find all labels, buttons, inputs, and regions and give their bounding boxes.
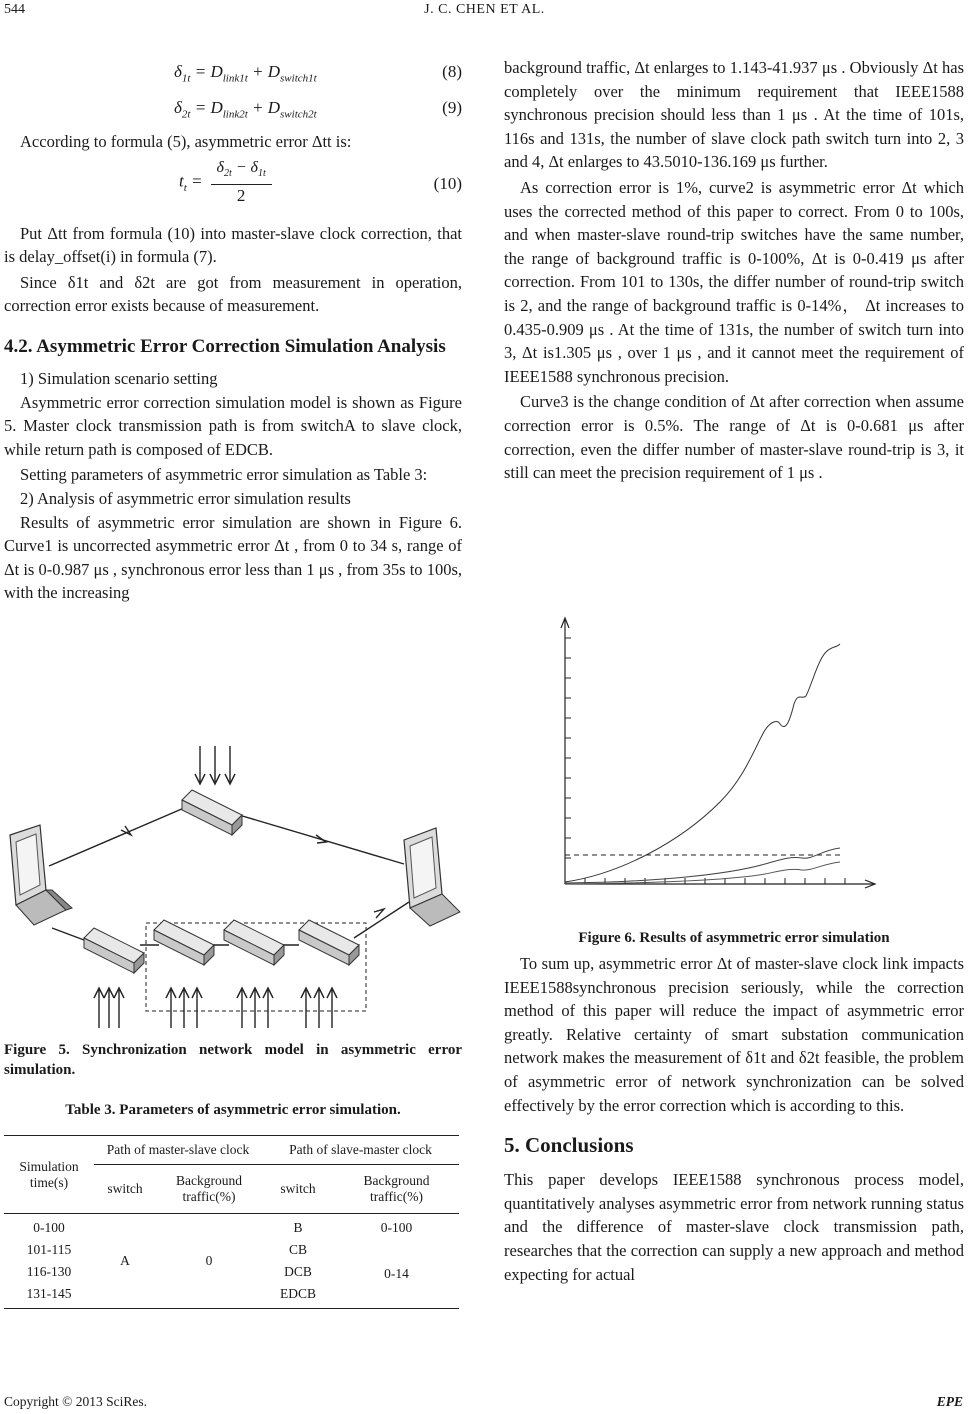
running-title: J. C. CHEN ET AL.: [424, 2, 545, 17]
page-header: [0, 0, 969, 24]
master-clock-computer-icon: [10, 825, 72, 925]
left-column: [4, 56, 462, 605]
switch-icon: [224, 920, 284, 965]
subheading: 1) Simulation scenario setting: [20, 368, 218, 388]
paragraph: Since δ1t and δ2t are got from measurement in operation, correction error exists because of measurement.: [4, 272, 462, 316]
header-background-traffic: Background traffic(%): [363, 1173, 430, 1204]
paragraph: Results of asymmetric error simulation are shown in Figure 6. Curve1 is uncorrected asymmetric error Δt , from 0 to 34 s, range of Δt is 0-0.987 μs , synchronous error less than 1 μs , from 35s to 100s, with the increasing: [4, 512, 462, 603]
header-simulation-time: Simulation time(s): [19, 1158, 79, 1190]
switch-icon: [299, 920, 359, 965]
paragraph: background traffic, Δt enlarges to 1.143-41.937 μs . Obviously Δt has completely over the minimum requirement that IEEE1588 synchronous precision should less than 1 μs . At the time of 101s, 116s and 131s, the number of slave clock path switch turn into 2, 3 and 4, Δt enlarges to 43.5010-136.169 μs further.: [504, 58, 964, 172]
paragraph: Put Δtt from formula (10) into master-slave clock correction, that is delay_offset(i) in formula (7).: [4, 223, 462, 267]
table-row: 131-145 EDCB: [4, 1283, 459, 1309]
figure-6-caption: Figure 6. Results of asymmetric error simulation: [578, 930, 890, 946]
paragraph: Curve3 is the change condition of Δt after correction when assume correction error is 0.5%. The range of Δt is 0-0.681 μs after correction, even the differ number of master-slave round-trip is 3, it still can meet the precision requirement of 1 μs .: [504, 392, 964, 483]
figure-6-chart: [540, 612, 880, 897]
table-3: [4, 1135, 459, 1309]
figure-5-caption: Figure 5. Synchronization network model in asymmetric error simulation.: [4, 1042, 462, 1078]
paragraph: This paper develops IEEE1588 synchronous process model, quantitatively analyses asymmetric error from network running status and the difference of master-slave clock transmission path, researches that the correction can supply a new approach and method expecting for actual: [504, 1170, 964, 1284]
switch-icon: [182, 790, 242, 835]
table-row: 0-100 A 0 B 0-100: [33, 1220, 413, 1268]
header-background-traffic: Background traffic(%): [176, 1173, 242, 1204]
slave-clock-computer-icon: [404, 828, 460, 926]
paragraph: According to formula (5), asymmetric error Δtt is:: [20, 132, 352, 151]
figure-5-network-diagram: [4, 740, 462, 1030]
curve3-line: [565, 862, 840, 884]
equation-10: $t_t$ = $\frac{\delta_{2t} - \delta_{1t}}{2}$ (10): [179, 158, 462, 205]
equation-8: $\delta_{1t} = D_{link1t} + D_{switch1t}$ (8): [174, 62, 462, 85]
header-switch: switch: [280, 1181, 316, 1196]
paragraph: Asymmetric error correction simulation model is shown as Figure 5. Master clock transmission path is from switchA to slave clock, while return path is composed of EDCB.: [4, 392, 462, 459]
table-row: 116-130 DCB: [26, 1264, 312, 1279]
right-column: [504, 56, 964, 485]
table-row: 101-115 CB 0-14: [26, 1242, 409, 1281]
section-heading: 5. Conclusions: [504, 1133, 634, 1158]
table-3-caption: Table 3. Parameters of asymmetric error simulation.: [65, 1102, 401, 1118]
paragraph: As correction error is 1%, curve2 is asymmetric error Δt which uses the corrected method of this paper to correct. From 0 to 100s, and when master-slave round-trip switches have the same number, the range of background traffic is 0-100%, Δt is 0-0.419 μs after correction. From 101 to 130s, the differ number of round-trip switch is 2, and the range of background traffic is 0-14%， Δt increases to 0.435-0.909 μs . At the time of 131s, the number of switch turn into 3, Δt is1.305 μs , over 1 μs , and it cannot meet the requirement of IEEE1588 synchronous precision.: [504, 177, 964, 386]
switch-icon: [84, 928, 144, 973]
journal-abbrev: EPE: [936, 1394, 963, 1409]
paragraph: Setting parameters of asymmetric error simulation as Table 3:: [20, 465, 428, 485]
header-switch: switch: [107, 1181, 143, 1196]
switch-icon: [154, 920, 214, 965]
curve1-line: [565, 644, 840, 882]
equation-9: $\delta_{2t} = D_{link2t} + D_{switch2t}$ (9): [174, 98, 462, 121]
header-master-slave-path: Path of master-slave clock: [94, 1136, 262, 1165]
paragraph: To sum up, asymmetric error Δt of master-slave clock link impacts IEEE1588synchronous precision seriously, while the correction method of this paper will reduce the impact of asymmetric error greatly. Relative certainty of smart substation communication network makes the measurement of δ1t and δ2t feasible, the problem of asymmetric error of network synchronization can be solved effectively by the error correction which is according to this.: [504, 954, 964, 1115]
subheading: 2) Analysis of asymmetric error simulation results: [20, 488, 351, 508]
section-heading: 4.2. Asymmetric Error Correction Simulation Analysis: [4, 335, 446, 357]
page-number: 544: [4, 2, 25, 17]
copyright: Copyright © 2013 SciRes.: [4, 1394, 148, 1409]
curve2-line: [565, 848, 840, 883]
y-ticks: [565, 638, 571, 858]
right-column-lower: [504, 952, 964, 1286]
header-slave-master-path: Path of slave-master clock: [262, 1136, 459, 1165]
